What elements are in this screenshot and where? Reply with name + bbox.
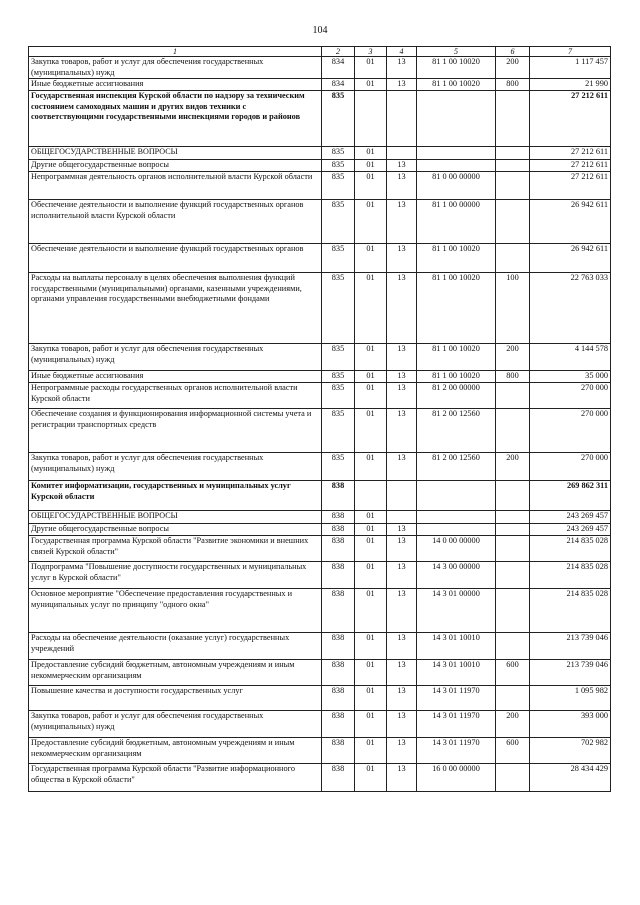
target-article-code: 81 1 00 10020 bbox=[417, 273, 496, 344]
item-name: Предоставление субсидий бюджетным, автономным учреждениям и иным некоммерческим организациям bbox=[29, 660, 322, 686]
subsection-code: 13 bbox=[387, 273, 417, 344]
section-code: 01 bbox=[355, 453, 387, 481]
amount: 270 000 bbox=[530, 409, 611, 453]
amount: 213 739 046 bbox=[530, 633, 611, 660]
subsection-code bbox=[387, 147, 417, 160]
item-name: Расходы на обеспечение деятельности (оказание услуг) государственных учреждений bbox=[29, 633, 322, 660]
subsection-code: 13 bbox=[387, 738, 417, 764]
ministry-code: 835 bbox=[322, 273, 355, 344]
table-row bbox=[29, 660, 611, 686]
item-name: Закупка товаров, работ и услуг для обеспечения государственных (муниципальных) нужд bbox=[29, 57, 322, 79]
subsection-code: 13 bbox=[387, 160, 417, 172]
table-row bbox=[29, 371, 611, 383]
ministry-code: 834 bbox=[322, 79, 355, 91]
item-name: Непрограммная деятельность органов исполнительной власти Курской области bbox=[29, 172, 322, 200]
item-name: Иные бюджетные ассигнования bbox=[29, 79, 322, 91]
target-article-code: 81 2 00 12560 bbox=[417, 409, 496, 453]
amount: 1 095 982 bbox=[530, 686, 611, 711]
table-row bbox=[29, 383, 611, 409]
subsection-code: 13 bbox=[387, 562, 417, 589]
column-number: 2 bbox=[322, 47, 355, 57]
amount: 22 763 033 bbox=[530, 273, 611, 344]
expense-type-code: 200 bbox=[496, 453, 530, 481]
amount: 214 835 028 bbox=[530, 562, 611, 589]
table-row bbox=[29, 524, 611, 536]
subsection-code: 13 bbox=[387, 686, 417, 711]
item-name: Государственная программа Курской области "Развитие экономики и внешних связей Курской области" bbox=[29, 536, 322, 562]
column-number-row bbox=[29, 47, 611, 57]
column-number: 6 bbox=[496, 47, 530, 57]
subsection-code: 13 bbox=[387, 453, 417, 481]
expense-type-code bbox=[496, 524, 530, 536]
ministry-code: 838 bbox=[322, 660, 355, 686]
section-code: 01 bbox=[355, 344, 387, 371]
section-code: 01 bbox=[355, 738, 387, 764]
amount: 269 862 311 bbox=[530, 481, 611, 511]
section-code bbox=[355, 91, 387, 147]
section-code bbox=[355, 481, 387, 511]
table-row bbox=[29, 244, 611, 273]
item-name: Другие общегосударственные вопросы bbox=[29, 524, 322, 536]
ministry-code: 835 bbox=[322, 160, 355, 172]
amount: 21 990 bbox=[530, 79, 611, 91]
amount: 26 942 611 bbox=[530, 200, 611, 244]
item-name: ОБЩЕГОСУДАРСТВЕННЫЕ ВОПРОСЫ bbox=[29, 511, 322, 524]
ministry-code: 838 bbox=[322, 524, 355, 536]
section-code: 01 bbox=[355, 172, 387, 200]
section-code: 01 bbox=[355, 633, 387, 660]
page-number: 104 bbox=[312, 25, 328, 36]
expense-type-code bbox=[496, 91, 530, 147]
target-article-code bbox=[417, 147, 496, 160]
item-name: ОБЩЕГОСУДАРСТВЕННЫЕ ВОПРОСЫ bbox=[29, 147, 322, 160]
section-code: 01 bbox=[355, 562, 387, 589]
ministry-code: 835 bbox=[322, 244, 355, 273]
table-row bbox=[29, 711, 611, 738]
section-code: 01 bbox=[355, 160, 387, 172]
amount: 702 982 bbox=[530, 738, 611, 764]
column-number: 5 bbox=[417, 47, 496, 57]
section-code: 01 bbox=[355, 383, 387, 409]
amount: 243 269 457 bbox=[530, 511, 611, 524]
section-code: 01 bbox=[355, 511, 387, 524]
section-code: 01 bbox=[355, 524, 387, 536]
target-article-code bbox=[417, 160, 496, 172]
section-code: 01 bbox=[355, 200, 387, 244]
amount: 270 000 bbox=[530, 453, 611, 481]
ministry-code: 835 bbox=[322, 200, 355, 244]
column-number: 3 bbox=[355, 47, 387, 57]
item-name: Подпрограмма "Повышение доступности государственных и муниципальных услуг в Курской области" bbox=[29, 562, 322, 589]
expense-type-code: 100 bbox=[496, 273, 530, 344]
ministry-code: 835 bbox=[322, 409, 355, 453]
subsection-code: 13 bbox=[387, 536, 417, 562]
expense-type-code bbox=[496, 633, 530, 660]
budget-table bbox=[28, 46, 611, 792]
section-code: 01 bbox=[355, 409, 387, 453]
table-row bbox=[29, 481, 611, 511]
target-article-code: 81 1 00 10020 bbox=[417, 344, 496, 371]
amount: 35 000 bbox=[530, 371, 611, 383]
amount: 27 212 611 bbox=[530, 91, 611, 147]
expense-type-code bbox=[496, 686, 530, 711]
ministry-code: 838 bbox=[322, 686, 355, 711]
target-article-code bbox=[417, 91, 496, 147]
table-row bbox=[29, 147, 611, 160]
section-code: 01 bbox=[355, 589, 387, 633]
section-code: 01 bbox=[355, 371, 387, 383]
section-code: 01 bbox=[355, 244, 387, 273]
target-article-code: 14 0 00 00000 bbox=[417, 536, 496, 562]
table-row bbox=[29, 562, 611, 589]
item-name: Непрограммные расходы государственных органов исполнительной власти Курской области bbox=[29, 383, 322, 409]
ministry-code: 838 bbox=[322, 764, 355, 792]
table-row bbox=[29, 409, 611, 453]
target-article-code: 81 1 00 00000 bbox=[417, 200, 496, 244]
expense-type-code bbox=[496, 160, 530, 172]
amount: 1 117 457 bbox=[530, 57, 611, 79]
column-number: 1 bbox=[29, 47, 322, 57]
subsection-code bbox=[387, 511, 417, 524]
expense-type-code: 800 bbox=[496, 79, 530, 91]
table-row bbox=[29, 200, 611, 244]
ministry-code: 835 bbox=[322, 383, 355, 409]
item-name: Обеспечение деятельности и выполнение функций государственных органов исполнительной власти Курской области bbox=[29, 200, 322, 244]
item-name: Комитет информатизации, государственных и муниципальных услуг Курской области bbox=[29, 481, 322, 511]
column-number: 4 bbox=[387, 47, 417, 57]
subsection-code: 13 bbox=[387, 172, 417, 200]
table-row bbox=[29, 738, 611, 764]
amount: 28 434 429 bbox=[530, 764, 611, 792]
section-code: 01 bbox=[355, 764, 387, 792]
expense-type-code bbox=[496, 383, 530, 409]
section-code: 01 bbox=[355, 79, 387, 91]
ministry-code: 835 bbox=[322, 147, 355, 160]
expense-type-code: 800 bbox=[496, 371, 530, 383]
item-name: Повышение качества и доступности государственных услуг bbox=[29, 686, 322, 711]
ministry-code: 835 bbox=[322, 172, 355, 200]
item-name: Закупка товаров, работ и услуг для обеспечения государственных (муниципальных) нужд bbox=[29, 344, 322, 371]
subsection-code: 13 bbox=[387, 764, 417, 792]
ministry-code: 838 bbox=[322, 589, 355, 633]
table-row bbox=[29, 344, 611, 371]
table-row bbox=[29, 453, 611, 481]
item-name: Государственная программа Курской области "Развитие информационного общества в Курской области" bbox=[29, 764, 322, 792]
ministry-code: 835 bbox=[322, 371, 355, 383]
expense-type-code: 600 bbox=[496, 660, 530, 686]
expense-type-code bbox=[496, 536, 530, 562]
section-code: 01 bbox=[355, 536, 387, 562]
item-name: Государственная инспекция Курской области по надзору за техническим состоянием самоходных машин и других видов техники с соответствующими государственными инспекциями городов и районов bbox=[29, 91, 322, 147]
ministry-code: 838 bbox=[322, 633, 355, 660]
subsection-code: 13 bbox=[387, 660, 417, 686]
amount: 27 212 611 bbox=[530, 172, 611, 200]
subsection-code bbox=[387, 481, 417, 511]
subsection-code bbox=[387, 91, 417, 147]
amount: 27 212 611 bbox=[530, 147, 611, 160]
target-article-code: 14 3 01 11970 bbox=[417, 686, 496, 711]
table-row bbox=[29, 79, 611, 91]
item-name: Закупка товаров, работ и услуг для обеспечения государственных (муниципальных) нужд bbox=[29, 453, 322, 481]
expense-type-code bbox=[496, 172, 530, 200]
target-article-code: 81 0 00 00000 bbox=[417, 172, 496, 200]
item-name: Основное мероприятие "Обеспечение предоставления государственных и муниципальных услуг по принципу "одного окна" bbox=[29, 589, 322, 633]
expense-type-code bbox=[496, 200, 530, 244]
ministry-code: 835 bbox=[322, 344, 355, 371]
amount: 393 000 bbox=[530, 711, 611, 738]
ministry-code: 838 bbox=[322, 536, 355, 562]
item-name: Другие общегосударственные вопросы bbox=[29, 160, 322, 172]
table-row bbox=[29, 536, 611, 562]
expense-type-code bbox=[496, 764, 530, 792]
subsection-code: 13 bbox=[387, 244, 417, 273]
ministry-code: 838 bbox=[322, 562, 355, 589]
amount: 4 144 578 bbox=[530, 344, 611, 371]
amount: 213 739 046 bbox=[530, 660, 611, 686]
target-article-code bbox=[417, 524, 496, 536]
subsection-code: 13 bbox=[387, 200, 417, 244]
subsection-code: 13 bbox=[387, 711, 417, 738]
column-number: 7 bbox=[530, 47, 611, 57]
amount: 270 000 bbox=[530, 383, 611, 409]
table-row bbox=[29, 764, 611, 792]
target-article-code: 81 2 00 12560 bbox=[417, 453, 496, 481]
amount: 214 835 028 bbox=[530, 536, 611, 562]
expense-type-code bbox=[496, 511, 530, 524]
expense-type-code bbox=[496, 244, 530, 273]
subsection-code: 13 bbox=[387, 524, 417, 536]
table-body bbox=[29, 57, 611, 792]
expense-type-code: 200 bbox=[496, 344, 530, 371]
expense-type-code: 600 bbox=[496, 738, 530, 764]
ministry-code: 838 bbox=[322, 511, 355, 524]
target-article-code: 14 3 01 10010 bbox=[417, 633, 496, 660]
target-article-code: 81 1 00 10020 bbox=[417, 57, 496, 79]
target-article-code: 81 2 00 00000 bbox=[417, 383, 496, 409]
target-article-code: 14 3 01 11970 bbox=[417, 711, 496, 738]
table-row bbox=[29, 57, 611, 79]
ministry-code: 834 bbox=[322, 57, 355, 79]
table-row bbox=[29, 172, 611, 200]
table-row bbox=[29, 91, 611, 147]
ministry-code: 838 bbox=[322, 711, 355, 738]
target-article-code bbox=[417, 511, 496, 524]
subsection-code: 13 bbox=[387, 57, 417, 79]
item-name: Иные бюджетные ассигнования bbox=[29, 371, 322, 383]
expense-type-code bbox=[496, 409, 530, 453]
item-name: Предоставление субсидий бюджетным, автономным учреждениям и иным некоммерческим организациям bbox=[29, 738, 322, 764]
table-row bbox=[29, 160, 611, 172]
target-article-code: 81 1 00 10020 bbox=[417, 371, 496, 383]
item-name: Расходы на выплаты персоналу в целях обеспечения выполнения функций государственными (муниципальными) органами, казенными учреждениями, органами управления государственными внебюджетными фондами bbox=[29, 273, 322, 344]
amount: 214 835 028 bbox=[530, 589, 611, 633]
expense-type-code bbox=[496, 589, 530, 633]
target-article-code: 14 3 00 00000 bbox=[417, 562, 496, 589]
table-row bbox=[29, 273, 611, 344]
table-row bbox=[29, 686, 611, 711]
subsection-code: 13 bbox=[387, 633, 417, 660]
item-name: Обеспечение создания и функционирования информационной системы учета и регистрации транспортных средств bbox=[29, 409, 322, 453]
expense-type-code: 200 bbox=[496, 57, 530, 79]
ministry-code: 838 bbox=[322, 481, 355, 511]
target-article-code: 14 3 01 00000 bbox=[417, 589, 496, 633]
target-article-code: 81 1 00 10020 bbox=[417, 79, 496, 91]
target-article-code bbox=[417, 481, 496, 511]
ministry-code: 835 bbox=[322, 91, 355, 147]
subsection-code: 13 bbox=[387, 344, 417, 371]
expense-type-code: 200 bbox=[496, 711, 530, 738]
item-name: Обеспечение деятельности и выполнение функций государственных органов bbox=[29, 244, 322, 273]
amount: 26 942 611 bbox=[530, 244, 611, 273]
subsection-code: 13 bbox=[387, 371, 417, 383]
amount: 243 269 457 bbox=[530, 524, 611, 536]
expense-type-code bbox=[496, 481, 530, 511]
subsection-code: 13 bbox=[387, 383, 417, 409]
section-code: 01 bbox=[355, 711, 387, 738]
target-article-code: 14 3 01 10010 bbox=[417, 660, 496, 686]
subsection-code: 13 bbox=[387, 79, 417, 91]
table-row bbox=[29, 633, 611, 660]
section-code: 01 bbox=[355, 686, 387, 711]
section-code: 01 bbox=[355, 660, 387, 686]
target-article-code: 81 1 00 10020 bbox=[417, 244, 496, 273]
section-code: 01 bbox=[355, 57, 387, 79]
subsection-code: 13 bbox=[387, 409, 417, 453]
expense-type-code bbox=[496, 147, 530, 160]
table-row bbox=[29, 511, 611, 524]
expense-type-code bbox=[496, 562, 530, 589]
ministry-code: 835 bbox=[322, 453, 355, 481]
table-row bbox=[29, 589, 611, 633]
subsection-code: 13 bbox=[387, 589, 417, 633]
amount: 27 212 611 bbox=[530, 160, 611, 172]
section-code: 01 bbox=[355, 147, 387, 160]
item-name: Закупка товаров, работ и услуг для обеспечения государственных (муниципальных) нужд bbox=[29, 711, 322, 738]
ministry-code: 838 bbox=[322, 738, 355, 764]
target-article-code: 16 0 00 00000 bbox=[417, 764, 496, 792]
section-code: 01 bbox=[355, 273, 387, 344]
target-article-code: 14 3 01 11970 bbox=[417, 738, 496, 764]
